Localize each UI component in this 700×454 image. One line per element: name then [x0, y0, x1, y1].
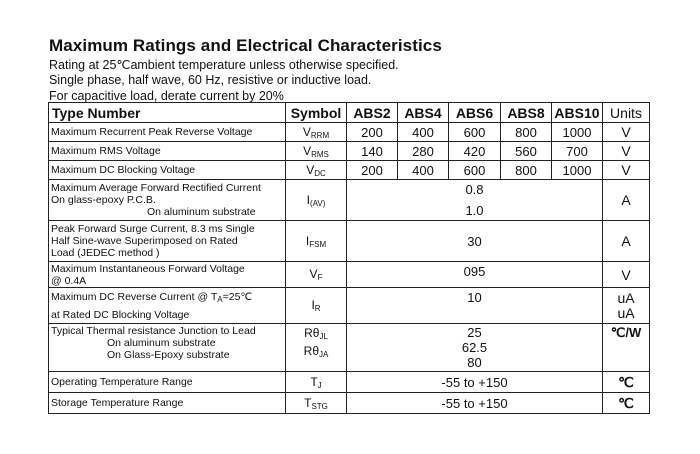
ir-unit: uA uA [603, 288, 650, 324]
vrms-abs4: 280 [398, 142, 449, 161]
vrrm-abs6: 600 [449, 123, 501, 142]
table-row [49, 221, 650, 262]
table-row [49, 180, 650, 221]
vrms-abs10: 700 [552, 142, 603, 161]
ir-value: 10 [347, 288, 603, 324]
table-row [49, 288, 650, 324]
tj-symbol: $T_J$ [286, 372, 347, 393]
vdc-unit: V [603, 161, 650, 180]
header-abs10: ABS10 [552, 103, 603, 123]
tstg-value: -55 to +150 [347, 393, 603, 414]
tj-value: -55 to +150 [347, 372, 603, 393]
vf-value: 095 [347, 262, 603, 288]
page-title: Maximum Ratings and Electrical Characteristics [49, 36, 442, 55]
table-row [49, 324, 650, 372]
header-type-number: Type Number [49, 103, 286, 123]
vrms-symbol: $V_{RMS}$ [286, 142, 347, 161]
ifsm-symbol: $I_{FSM}$ [286, 221, 347, 262]
vrrm-abs10: 1000 [552, 123, 603, 142]
table-row [49, 123, 650, 142]
vrms-unit: V [603, 142, 650, 161]
vdc-desc: Maximum DC Blocking Voltage [49, 161, 286, 180]
ifsm-unit: A [603, 221, 650, 262]
vrrm-abs4: 400 [398, 123, 449, 142]
vrrm-desc: Maximum Recurrent Peak Reverse Voltage [49, 123, 286, 142]
note-load: Single phase, half wave, 60 Hz, resistive or inductive load. [49, 73, 372, 87]
vrms-abs8: 560 [501, 142, 552, 161]
iav-desc: Maximum Average Forward Rectified Current On glass-epoxy P.C.B. On aluminum substrate [49, 180, 286, 221]
header-abs2: ABS2 [347, 103, 398, 123]
ratings-table [48, 102, 650, 414]
vrrm-unit: V [603, 123, 650, 142]
vrms-desc: Maximum RMS Voltage [49, 142, 286, 161]
table-row [49, 142, 650, 161]
vf-unit: V [603, 262, 650, 288]
iav-symbol: $I_{(AV)}$ [286, 180, 347, 221]
note-temperature: Rating at 25℃ambient temperature unless otherwise specified. [49, 58, 399, 72]
header-symbol: Symbol [286, 103, 347, 123]
vdc-abs2: 200 [347, 161, 398, 180]
vdc-abs10: 1000 [552, 161, 603, 180]
tj-unit: ℃ [603, 372, 650, 393]
vf-desc: Maximum Instantaneous Forward Voltage @ 0.4A [49, 262, 286, 288]
vrrm-abs2: 200 [347, 123, 398, 142]
vdc-abs6: 600 [449, 161, 501, 180]
tstg-desc: Storage Temperature Range [49, 393, 286, 414]
vrms-abs6: 420 [449, 142, 501, 161]
iav-unit: A [603, 180, 650, 221]
table-header-row [49, 103, 650, 123]
ir-desc: Maximum DC Reverse Current @ $T_A=25℃$ at Rated DC Blocking Voltage [49, 288, 286, 324]
header-abs4: ABS4 [398, 103, 449, 123]
ifsm-value: 30 [347, 221, 603, 262]
header-abs6: ABS6 [449, 103, 501, 123]
vrrm-abs8: 800 [501, 123, 552, 142]
vdc-symbol: $V_{DC}$ [286, 161, 347, 180]
rth-desc: Typical Thermal resistance Junction to Lead On aluminum substrate On Glass-Epoxy substrate [49, 324, 286, 372]
tj-desc: Operating Temperature Range [49, 372, 286, 393]
header-units: Units [603, 103, 650, 123]
tstg-unit: ℃ [603, 393, 650, 414]
ifsm-desc: Peak Forward Surge Current, 8.3 ms Single Half Sine-wave Superimposed on Rated Load (JEDEC method ) [49, 221, 286, 262]
table-row [49, 262, 650, 288]
rth-unit: ℃/W [603, 324, 650, 372]
rth-value: 25 62.5 80 [347, 324, 603, 372]
vdc-abs4: 400 [398, 161, 449, 180]
note-derate: For capacitive load, derate current by 20% [49, 89, 284, 103]
tstg-symbol: $T_{STG}$ [286, 393, 347, 414]
table-row [49, 393, 650, 414]
vrms-abs2: 140 [347, 142, 398, 161]
rth-symbol: $R\theta_{JL}$ $R\theta_{JA}$ [286, 324, 347, 372]
header-abs8: ABS8 [501, 103, 552, 123]
iav-value: 0.8 1.0 [347, 180, 603, 221]
table-row [49, 161, 650, 180]
table-row [49, 372, 650, 393]
ir-symbol: $I_R$ [286, 288, 347, 324]
vf-symbol: $V_F$ [286, 262, 347, 288]
vrrm-symbol: $V_{RRM}$ [286, 123, 347, 142]
vdc-abs8: 800 [501, 161, 552, 180]
